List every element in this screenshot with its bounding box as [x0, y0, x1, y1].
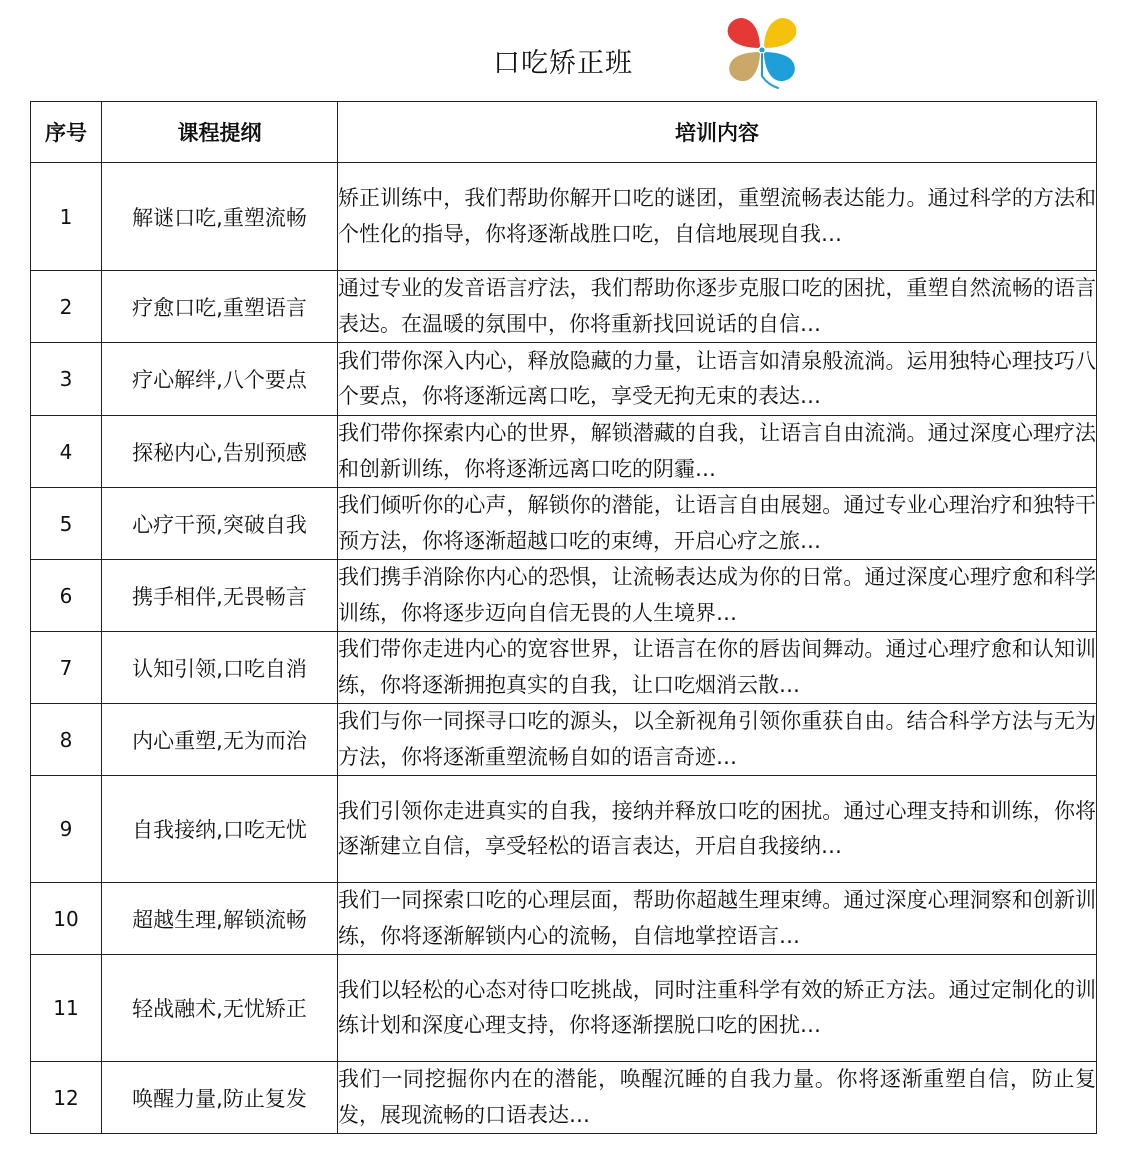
row-content: 我们以轻松的心态对待口吃挑战，同时注重科学有效的矫正方法。通过定制化的训练计划和深度心理支持，你将逐渐摆脱口吃的困扰…	[338, 955, 1097, 1062]
row-outline: 自我接纳,口吃无忧	[102, 776, 338, 883]
table-row	[31, 343, 1097, 416]
row-outline: 轻战融术,无忧矫正	[102, 955, 338, 1062]
row-num: 3	[31, 343, 102, 416]
table-header-row	[31, 102, 1097, 163]
table-row	[31, 776, 1097, 883]
course-table	[30, 101, 1097, 1134]
row-content: 我们带你探索内心的世界，解锁潜藏的自我，让语言自由流淌。通过深度心理疗法和创新训练，你将逐渐远离口吃的阴霾…	[338, 416, 1097, 488]
row-outline: 疗愈口吃,重塑语言	[102, 271, 338, 343]
row-content: 我们带你走进内心的宽容世界，让语言在你的唇齿间舞动。通过心理疗愈和认知训练，你将逐渐拥抱真实的自我，让口吃烟消云散…	[338, 632, 1097, 704]
row-content: 我们与你一同探寻口吃的源头，以全新视角引领你重获自由。结合科学方法与无为方法，你将逐渐重塑流畅自如的语言奇迹…	[338, 704, 1097, 776]
header-content: 培训内容	[338, 102, 1097, 163]
row-content: 矫正训练中，我们帮助你解开口吃的谜团，重塑流畅表达能力。通过科学的方法和个性化的指导，你将逐渐战胜口吃，自信地展现自我…	[338, 163, 1097, 271]
table-row	[31, 632, 1097, 704]
row-num: 2	[31, 271, 102, 343]
row-content: 我们携手消除你内心的恐惧，让流畅表达成为你的日常。通过深度心理疗愈和科学训练，你将逐步迈向自信无畏的人生境界…	[338, 560, 1097, 632]
table-row	[31, 163, 1097, 271]
row-num: 8	[31, 704, 102, 776]
header-outline: 课程提纲	[102, 102, 338, 163]
row-num: 11	[31, 955, 102, 1062]
table-row	[31, 883, 1097, 955]
table-row	[31, 955, 1097, 1062]
row-num: 7	[31, 632, 102, 704]
row-num: 1	[31, 163, 102, 271]
row-outline: 内心重塑,无为而治	[102, 704, 338, 776]
row-num: 10	[31, 883, 102, 955]
table-row	[31, 416, 1097, 488]
row-outline: 心疗干预,突破自我	[102, 488, 338, 560]
row-outline: 认知引领,口吃自消	[102, 632, 338, 704]
row-outline: 唤醒力量,防止复发	[102, 1062, 338, 1134]
table-row	[31, 1062, 1097, 1134]
row-content: 我们倾听你的心声，解锁你的潜能，让语言自由展翅。通过专业心理治疗和独特干预方法，你将逐渐超越口吃的束缚，开启心疗之旅…	[338, 488, 1097, 560]
row-num: 9	[31, 776, 102, 883]
four-leaf-clover-heart-logo	[722, 10, 802, 90]
row-num: 4	[31, 416, 102, 488]
row-num: 12	[31, 1062, 102, 1134]
table-row	[31, 704, 1097, 776]
row-outline: 探秘内心,告别预感	[102, 416, 338, 488]
row-outline: 疗心解绊,八个要点	[102, 343, 338, 416]
row-content: 我们引领你走进真实的自我，接纳并释放口吃的困扰。通过心理支持和训练，你将逐渐建立自信，享受轻松的语言表达，开启自我接纳…	[338, 776, 1097, 883]
row-outline: 携手相伴,无畏畅言	[102, 560, 338, 632]
row-num: 6	[31, 560, 102, 632]
row-content: 我们带你深入内心，释放隐藏的力量，让语言如清泉般流淌。运用独特心理技巧八个要点，你将逐渐远离口吃，享受无拘无束的表达…	[338, 343, 1097, 416]
row-outline: 超越生理,解锁流畅	[102, 883, 338, 955]
header-num: 序号	[31, 102, 102, 163]
row-num: 5	[31, 488, 102, 560]
row-content: 我们一同挖掘你内在的潜能，唤醒沉睡的自我力量。你将逐渐重塑自信，防止复发，展现流畅的口语表达…	[338, 1062, 1097, 1134]
row-content: 通过专业的发音语言疗法，我们帮助你逐步克服口吃的困扰，重塑自然流畅的语言表达。在温暖的氛围中，你将重新找回说话的自信…	[338, 271, 1097, 343]
row-content: 我们一同探索口吃的心理层面，帮助你超越生理束缚。通过深度心理洞察和创新训练，你将逐渐解锁内心的流畅，自信地掌控语言…	[338, 883, 1097, 955]
row-outline: 解谜口吃,重塑流畅	[102, 163, 338, 271]
table-row	[31, 488, 1097, 560]
table-row	[31, 560, 1097, 632]
page-title: 口吃矫正班	[493, 48, 633, 79]
table-row	[31, 271, 1097, 343]
